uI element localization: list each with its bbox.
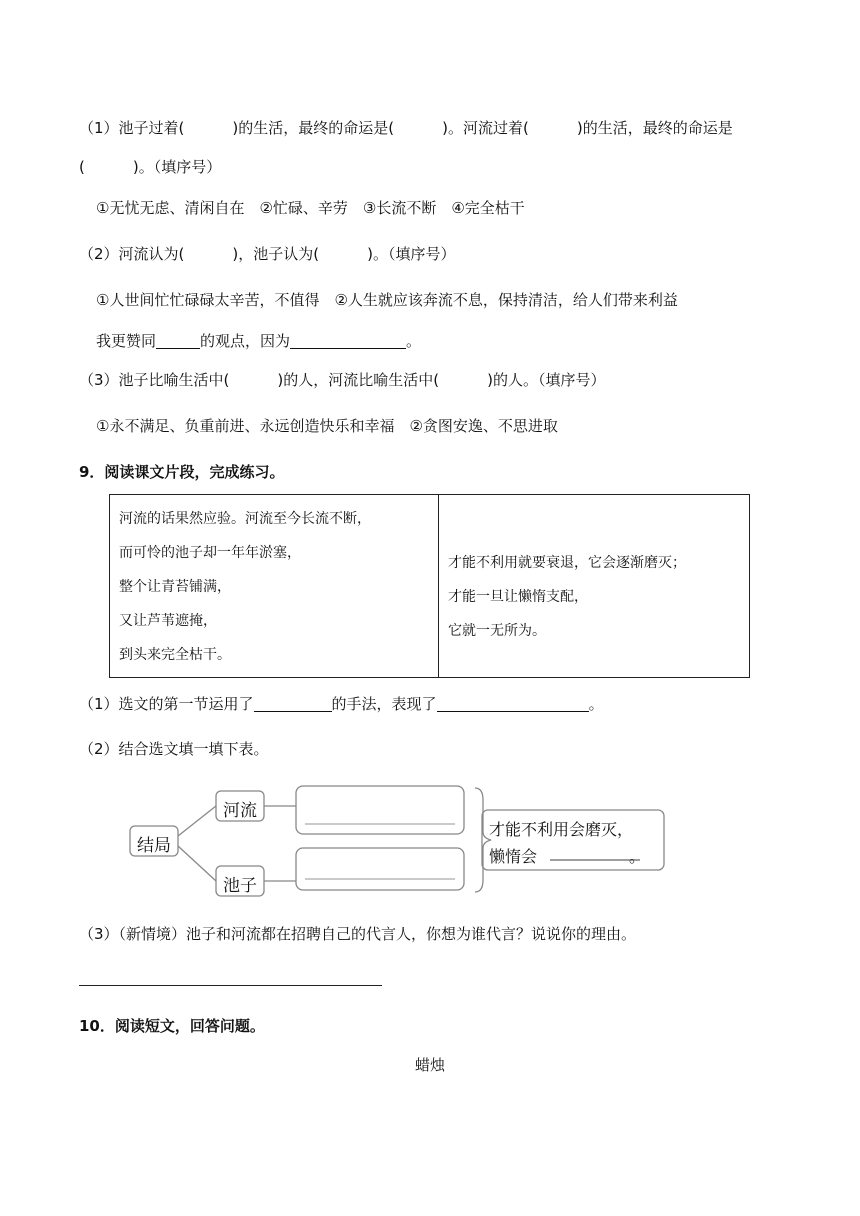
passage-left-line: 河流的话果然应验。河流至今长流不断， — [119, 511, 371, 527]
passage-left-line: 而可怜的池子却一年年淤塞， — [119, 545, 301, 561]
diagram-branch-bottom-label: 池子 — [223, 876, 257, 896]
q8-part2-options: ①人世间忙忙碌碌太辛苦，不值得 ②人生就应该奔流不息，保持清洁，给人们带来利益 — [96, 291, 678, 309]
q8-part3-options: ①永不满足、负重前进、永远创造快乐和幸福 ②贪图安逸、不思进取 — [96, 417, 558, 435]
q9-heading: 9．阅读课文片段，完成练习。 — [79, 463, 285, 481]
answer-blank[interactable] — [531, 121, 575, 135]
diagram-conclusion-line1: 才能不利用会磨灭， — [489, 820, 634, 839]
passage-left-line: 整个让青苔铺满， — [119, 579, 231, 595]
outcome-diagram — [125, 780, 685, 900]
diagram-lines — [125, 780, 685, 900]
q8-part1-line1: （1）池子过着( )的生活，最终的命运是( )。河流过着( )的生活，最终的命运是 — [79, 119, 733, 137]
q9-sub1: （1）选文的第一节运用了 的手法，表现了 。 — [79, 695, 604, 713]
passage-divider — [438, 495, 439, 677]
passage-left-line: 到头来完全枯干。 — [119, 647, 231, 663]
passage-left-line: 又让芦苇遮掩， — [119, 613, 217, 629]
answer-blank[interactable] — [156, 332, 200, 349]
answer-blank[interactable] — [186, 121, 230, 135]
diagram-root-label: 结局 — [137, 836, 171, 856]
passage-box — [109, 494, 750, 678]
diagram-conclusion-line2: 懒惰会 。 — [489, 847, 646, 866]
answer-blank[interactable] — [396, 121, 440, 135]
passage-right-line: 它就一无所为。 — [448, 623, 546, 639]
q9-sub3: （3）（新情境）池子和河流都在招聘自己的代言人，你想为谁代言？说说你的理由。 — [79, 925, 637, 943]
answer-blank[interactable] — [321, 247, 365, 261]
answer-box-bottom — [296, 848, 464, 890]
diagram-branch-top-label: 河流 — [223, 801, 257, 821]
answer-blank[interactable] — [437, 695, 589, 712]
passage-title: 蜡烛 — [414, 1056, 445, 1074]
answer-blank[interactable] — [441, 373, 485, 387]
q8-part3-line: （3）池子比喻生活中( )的人，河流比喻生活中( )的人。（填序号） — [79, 371, 606, 389]
passage-right-line: 才能不利用就要衰退，它会逐渐磨灭； — [448, 555, 686, 571]
answer-blank[interactable] — [254, 695, 332, 712]
passage-right-line: 才能一旦让懒惰支配， — [448, 589, 588, 605]
answer-blank[interactable] — [290, 332, 406, 349]
answer-blank[interactable] — [87, 160, 131, 174]
q8-part2-line: （2）河流认为( )，池子认为( )。（填序号） — [79, 245, 456, 263]
q8-part1-options: ①无忧无虑、清闲自在 ②忙碌、辛劳 ③长流不断 ④完全枯干 — [96, 199, 525, 217]
answer-blank[interactable] — [231, 373, 275, 387]
q9-sub2: （2）结合选文填一填下表。 — [79, 740, 269, 758]
q8-part1-line2: ( )。（填序号） — [79, 158, 222, 176]
answer-box-top — [296, 786, 464, 834]
answer-line[interactable] — [79, 985, 382, 986]
answer-blank[interactable] — [186, 247, 230, 261]
q8-part2-agree: 我更赞同 的观点，因为 。 — [96, 332, 422, 350]
q10-heading: 10．阅读短文，回答问题。 — [79, 1017, 265, 1035]
